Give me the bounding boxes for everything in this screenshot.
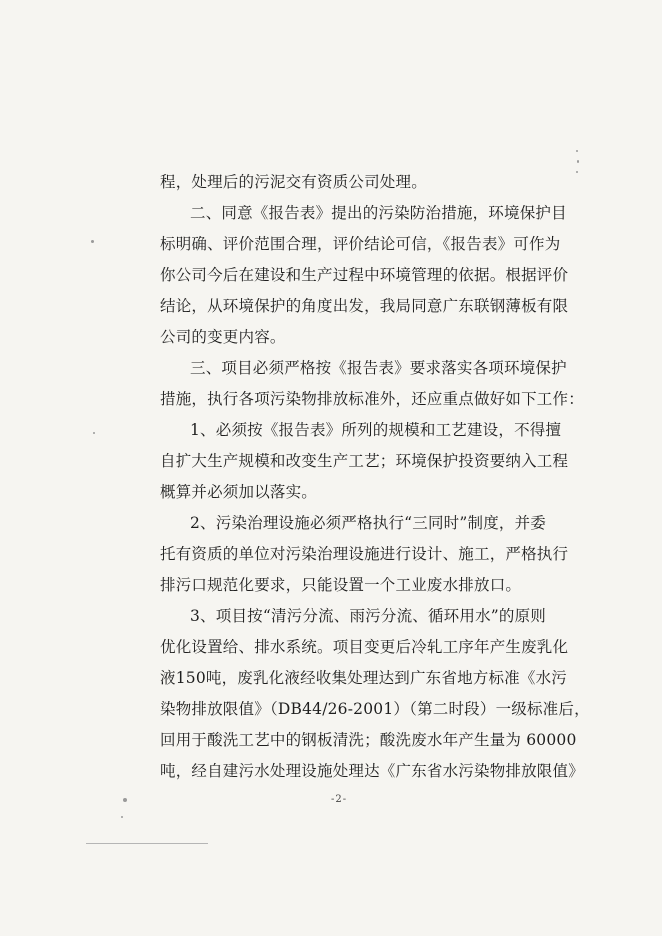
scan-speck (91, 240, 94, 243)
text-line: 3、项目按“清污分流、雨污分流、循环用水”的原则 (190, 607, 547, 625)
text-line: 公司的变更内容。 (160, 328, 286, 346)
text-line: 液150吨，废乳化液经收集处理达到广东省地方标准《水污 (160, 669, 567, 687)
scan-speck (576, 171, 578, 173)
scan-edge-line (86, 843, 208, 844)
scan-speck (577, 160, 579, 163)
scan-speck (576, 150, 578, 152)
text-line: 结论，从环境保护的角度出发，我局同意广东联钢薄板有限 (160, 297, 569, 315)
text-line: 回用于酸洗工艺中的钢板清洗；酸洗废水年产生量为 60000 (160, 731, 577, 749)
document-body (160, 167, 590, 787)
text-line: 概算并必须加以落实。 (160, 483, 318, 501)
text-line: 优化设置给、排水系统。项目变更后冷轧工序年产生废乳化 (160, 638, 569, 656)
text-line: 程，处理后的污泥交有资质公司处理。 (160, 173, 427, 191)
text-line: 托有资质的单位对污染治理设施进行设计、施工，严格执行 (160, 545, 569, 563)
text-line: 你公司今后在建设和生产过程中环境管理的依据。根据评价 (160, 266, 569, 284)
text-line: 1、必须按《报告表》所列的规模和工艺建设，不得擅 (190, 421, 562, 439)
text-line: 三、项目必须严格按《报告表》要求落实各项环境保护 (190, 359, 567, 377)
text-line: 措施，执行各项污染物排放标准外，还应重点做好如下工作： (160, 390, 584, 408)
text-line: 自扩大生产规模和改变生产工艺；环境保护投资要纳入工程 (160, 452, 569, 470)
page-number: -2- (331, 794, 348, 805)
scan-speck (123, 798, 127, 802)
text-line: 标明确、评价范围合理，评价结论可信，《报告表》可作为 (160, 235, 561, 253)
scan-speck (93, 432, 95, 434)
text-line: 吨，经自建污水处理设施处理达《广东省水污染物排放限值》 (160, 762, 584, 780)
text-line: 排污口规范化要求，只能设置一个工业废水排放口。 (160, 576, 522, 594)
text-line: 染物排放限值》（DB44/26-2001）（第二时段）一级标准后， (160, 700, 590, 718)
text-line: 2、污染治理设施必须严格执行“三同时”制度，并委 (190, 514, 547, 532)
text-line: 二、同意《报告表》提出的污染防治措施，环境保护目 (190, 204, 567, 222)
scan-speck (121, 816, 123, 818)
